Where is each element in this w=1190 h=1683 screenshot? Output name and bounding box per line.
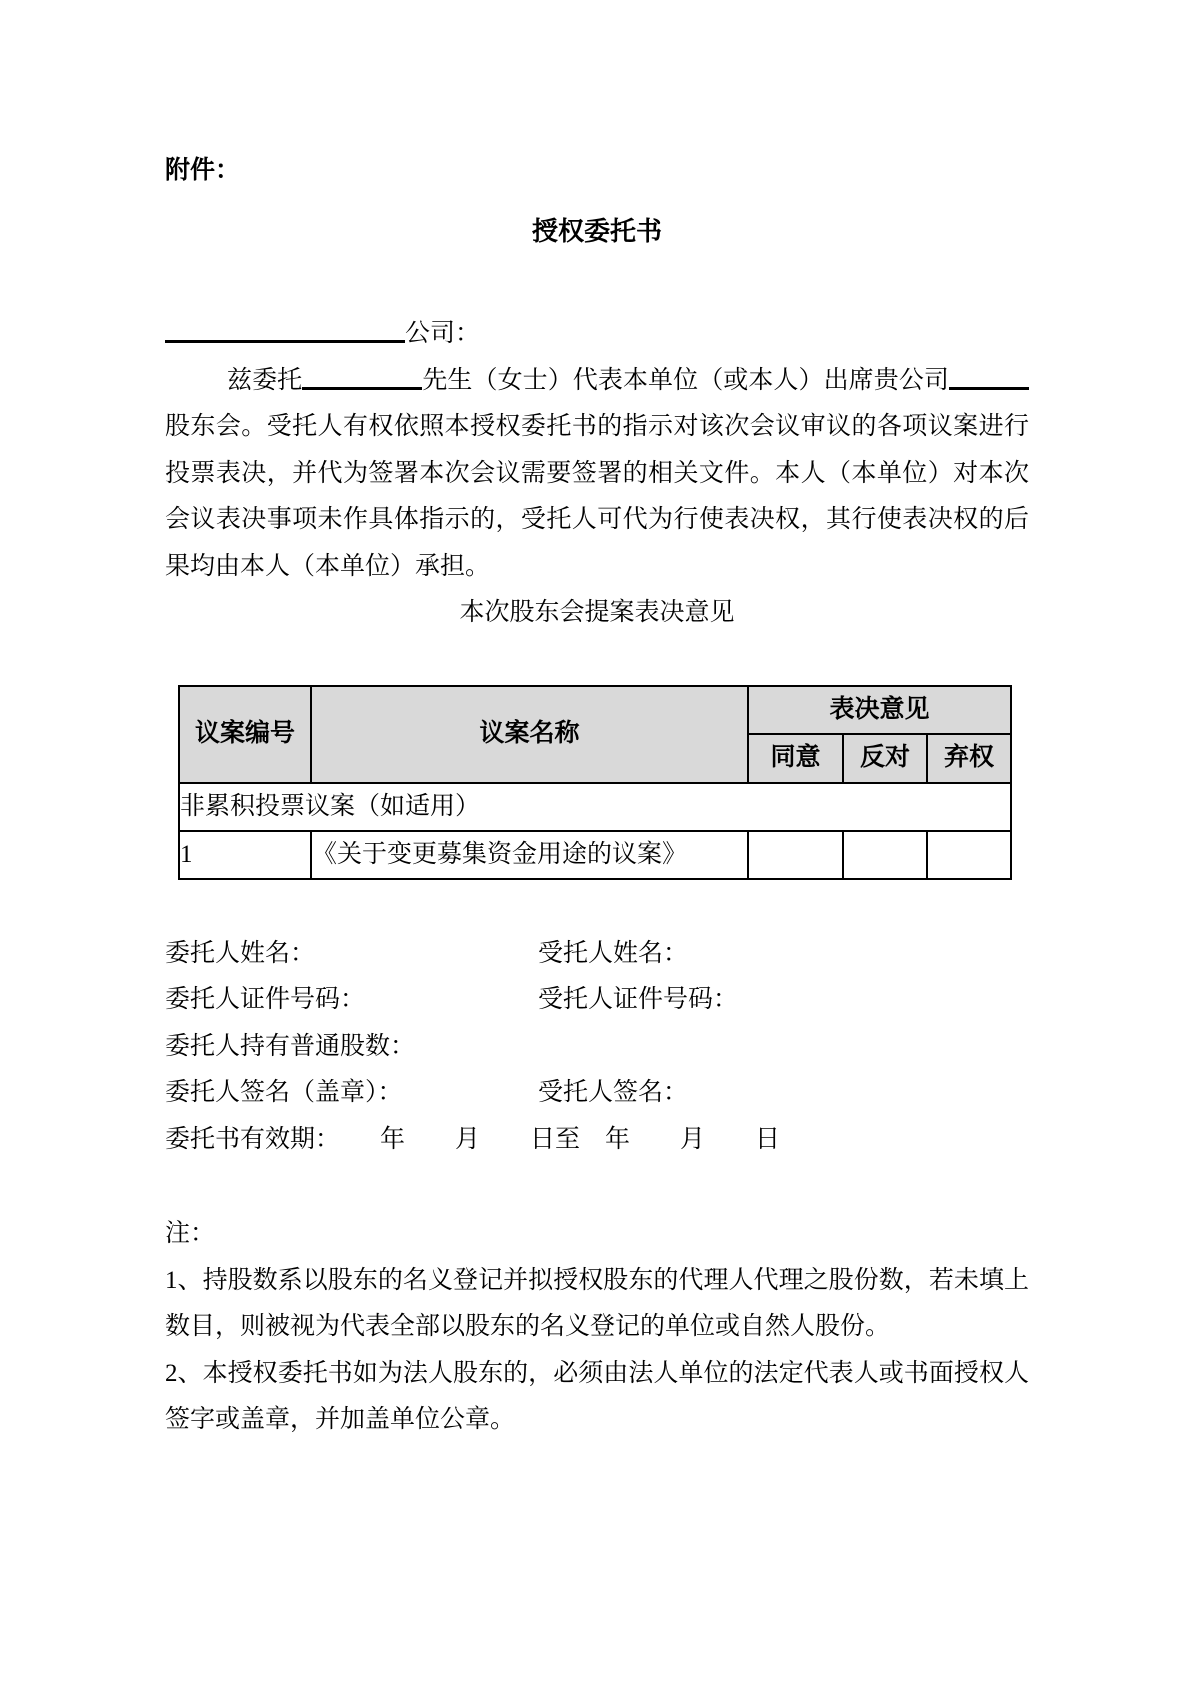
header-vote-opinion: 表决意见 (748, 686, 1011, 734)
proposal-no-cell: 1 (179, 831, 311, 879)
header-proposal-name: 议案名称 (311, 686, 748, 783)
field-row-ids (165, 977, 1029, 1024)
principal-id-label: 委托人证件号码： (165, 986, 366, 1013)
document-content (165, 0, 1029, 1444)
header-oppose: 反对 (843, 734, 927, 783)
principal-signature-label: 委托人签名（盖章）： (165, 1079, 403, 1106)
trustee-id-label: 受托人证件号码： (538, 986, 739, 1013)
proxy-name-blank (302, 387, 422, 390)
meeting-name-blank (949, 387, 1029, 390)
attachment-label: 附件： (165, 157, 241, 184)
proposal-name-cell: 《关于变更募集资金用途的议案》 (311, 831, 748, 879)
field-row-names (165, 931, 1029, 978)
header-abstain: 弃权 (927, 734, 1011, 783)
trustee-signature-label: 受托人签名： (538, 1079, 689, 1106)
addressee-line (165, 311, 1029, 358)
note-item-2: 2、本授权委托书如为法人股东的，必须由法人单位的法定代表人或书面授权人签字或盖章，并加盖单位公章。 (165, 1359, 1029, 1433)
field-row-validity (165, 1117, 1029, 1164)
company-name-blank (165, 340, 405, 343)
table-caption: 本次股东会提案表决意见 (459, 599, 735, 626)
principal-name-label: 委托人姓名： (165, 939, 316, 967)
oppose-vote-cell (843, 831, 927, 879)
validity-label: 委托书有效期： (165, 1125, 341, 1153)
table-header-row-1 (179, 686, 1011, 734)
validity-date-blanks: 年 月 日至 年 月 日 (380, 1125, 781, 1153)
document-title: 授权委托书 (531, 216, 662, 246)
trustee-name-label: 受托人姓名： (538, 939, 689, 967)
field-row-signatures (165, 1070, 1029, 1117)
entrust-body-text: 股东会。受托人有权依照本授权委托书的指示对该次会议审议的各项议案进行投票表决，并代为签署本次会议需要签署的相关文件。本人（本单位）对本次会议表决事项未作具体指示的，受托人可代为行使表决权，其行使表决权的后果均由本人（本单位）承担。 (165, 413, 1029, 580)
table-row (179, 831, 1011, 879)
notes-section (165, 1211, 1029, 1444)
abstain-vote-cell (927, 831, 1011, 879)
table-section-row (179, 783, 1011, 831)
header-proposal-no: 议案编号 (179, 686, 311, 783)
header-agree: 同意 (748, 734, 843, 783)
vote-table (178, 685, 1012, 880)
notes-label: 注： (165, 1220, 216, 1247)
field-row-shares (165, 1024, 1029, 1071)
agree-vote-cell (748, 831, 843, 879)
section-label: 非累积投票议案（如适用） (179, 783, 1011, 831)
principal-shares-label: 委托人持有普通股数： (165, 1032, 416, 1060)
signature-fields (165, 931, 1029, 1164)
entrust-middle-text: 先生（女士）代表本单位（或本人）出席贵公司 (422, 366, 949, 394)
body-paragraph (165, 358, 1029, 591)
note-item-1: 1、持股数系以股东的名义登记并拟授权股东的代理人代理之股份数，若未填上数目，则被视为代表全部以股东的名义登记的单位或自然人股份。 (165, 1266, 1029, 1340)
company-suffix-label: 公司： (405, 320, 481, 347)
entrust-prefix-text: 兹委托 (227, 366, 303, 394)
